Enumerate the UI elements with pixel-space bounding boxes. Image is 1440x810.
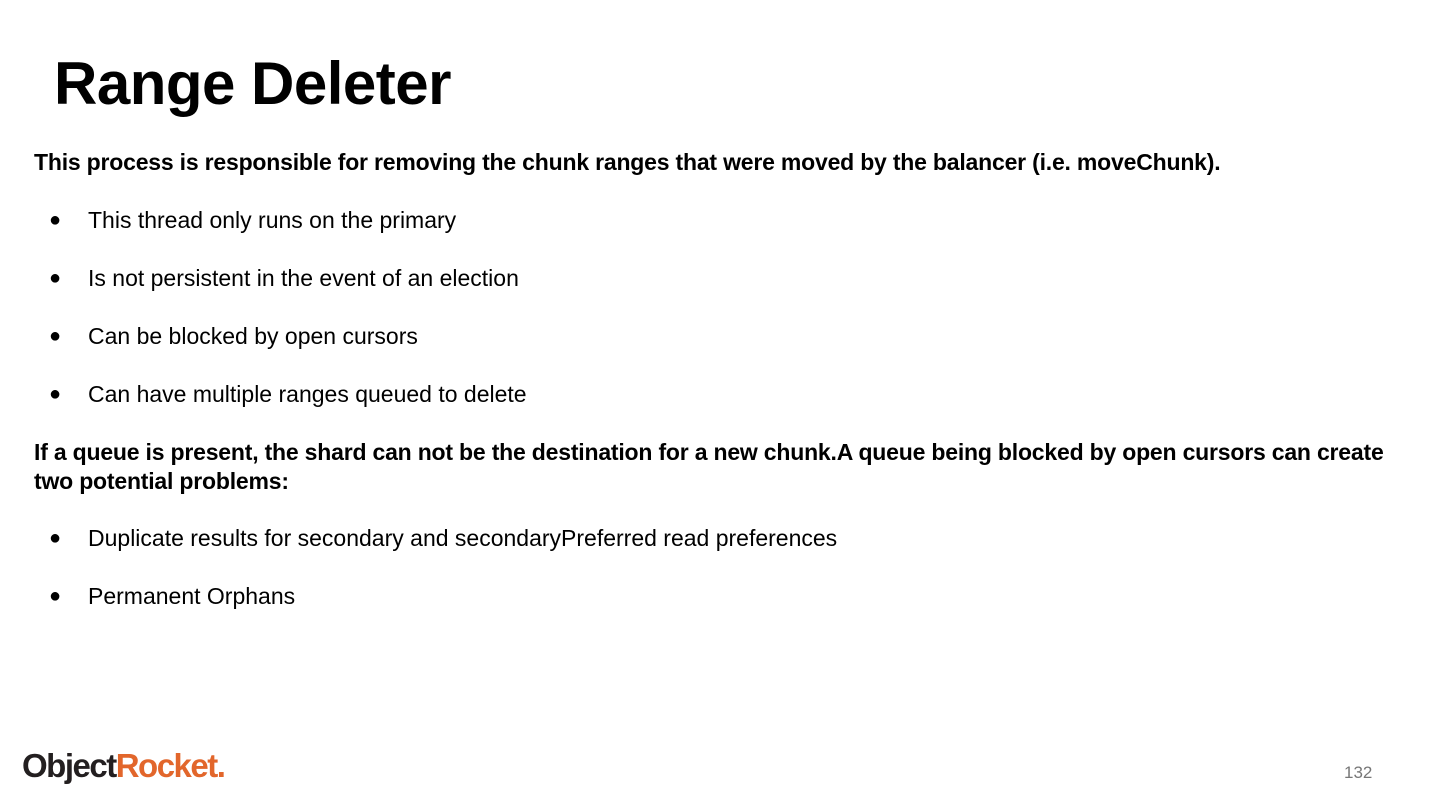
slide-title: Range Deleter: [54, 50, 451, 117]
slide-content: [34, 148, 1404, 640]
list-item: [34, 206, 1404, 235]
list-item-text: Can be blocked by open cursors: [88, 323, 418, 349]
list-item-text: Permanent Orphans: [88, 583, 296, 609]
objectrocket-logo: [22, 746, 224, 786]
queue-paragraph: If a queue is present, the shard can not be the destination for a new chunk.A queue being blocked by open cursors can create two potential problems:: [34, 439, 1384, 494]
list-item-text: Duplicate results for secondary and secondaryPreferred read preferences: [88, 525, 838, 551]
logo-object-text: Object: [22, 747, 116, 784]
list-item: [34, 582, 1404, 611]
list-item: [34, 380, 1404, 409]
bullet-dot-icon: ●: [49, 383, 62, 405]
bullet-dot-icon: ●: [49, 527, 62, 549]
list-item-text: Is not persistent in the event of an election: [88, 265, 519, 291]
intro-paragraph: This process is responsible for removing the chunk ranges that were moved by the balancer (i.e. moveChunk).: [34, 149, 1221, 175]
first-bullet-list: [34, 206, 1404, 409]
bullet-dot-icon: ●: [49, 325, 62, 347]
list-item: [34, 322, 1404, 351]
bullet-dot-icon: ●: [49, 209, 62, 231]
second-bullet-list: [34, 524, 1404, 611]
list-item: [34, 524, 1404, 553]
logo-suffix-text: .: [216, 747, 225, 784]
list-item-text: Can have multiple ranges queued to delete: [88, 381, 527, 407]
page-number: 132: [1344, 763, 1373, 782]
bullet-dot-icon: ●: [49, 267, 62, 289]
list-item-text: This thread only runs on the primary: [88, 207, 457, 233]
list-item: [34, 264, 1404, 293]
bullet-dot-icon: ●: [49, 585, 62, 607]
logo-rocket-text: Rocket: [115, 747, 217, 784]
